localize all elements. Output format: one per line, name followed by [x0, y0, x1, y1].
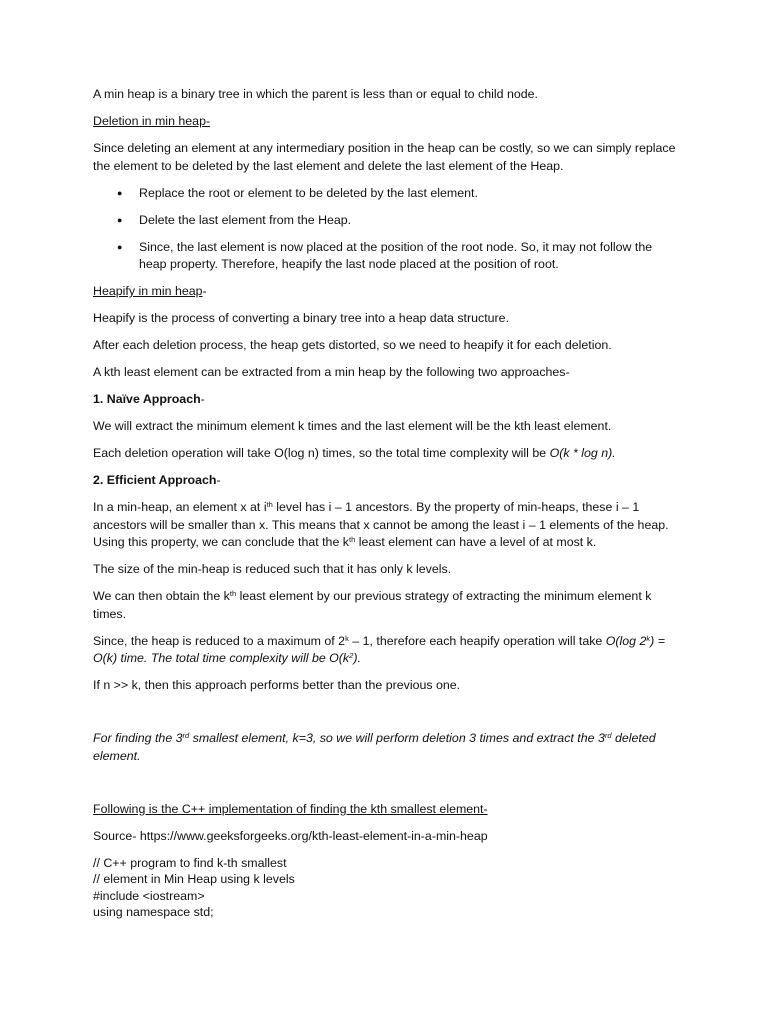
- efficient-paragraph-5: If n >> k, then this approach performs better than the previous one.: [93, 678, 461, 692]
- efficient-heading: [93, 472, 683, 490]
- superscript: 2: [349, 651, 354, 660]
- superscript: k: [345, 633, 349, 643]
- naive-complexity-text: Each deletion operation will take O(log n) times, so the total time complexity will be: [93, 446, 550, 460]
- list-item: [93, 212, 683, 230]
- source-line: Source- https://www.geeksforgeeks.org/kth-least-element-in-a-min-heap: [93, 828, 488, 843]
- code-line: // element in Min Heap using k levels: [93, 872, 295, 886]
- efficient-paragraph-1: [93, 499, 683, 552]
- efficient-paragraph-3: [93, 588, 683, 623]
- text-run: smallest element, k=3, so we will perform deletion 3 times and extract the 3: [189, 731, 605, 745]
- naive-paragraph: We will extract the minimum element k times and the last element will be the kth least element.: [93, 419, 612, 433]
- implementation-heading: Following is the C++ implementation of finding the kth smallest element-: [93, 801, 488, 816]
- code-line: #include <iostream>: [93, 888, 205, 903]
- text-run: We can then obtain the k: [93, 589, 230, 603]
- text-run: least element can have a level of at most k.: [355, 535, 597, 549]
- deletion-heading: Deletion in min heap-: [93, 114, 211, 128]
- deletion-paragraph: Since deleting an element at any intermediary position in the heap can be costly, so we can simply replace the element to be deleted by the last element and delete the last element of the Heap.: [93, 141, 676, 173]
- document-page: [93, 86, 683, 921]
- code-line: // C++ program to find k-th smallest: [93, 855, 287, 870]
- text-run: least element by our previous strategy of extracting the minimum element k times.: [93, 589, 652, 621]
- superscript: rd: [182, 731, 190, 740]
- text-run: – 1, therefore each heapify operation will take: [348, 633, 606, 648]
- text-run: O(log 2: [605, 633, 647, 648]
- heapify-heading-dash: -: [202, 284, 207, 298]
- example-paragraph: [93, 730, 683, 765]
- superscript: k: [646, 633, 651, 643]
- heapify-definition: Heapify is the process of converting a binary tree into a heap data structure.: [93, 311, 510, 325]
- text-run: In a min-heap, an element x at i: [93, 500, 267, 514]
- bullet-icon: ●: [117, 241, 123, 252]
- list-item: [93, 239, 683, 274]
- heapify-after-deletion: After each deletion process, the heap gets distorted, so we need to heapify it for each deletion.: [93, 338, 612, 352]
- text-run: Since, the heap is reduced to a maximum of 2: [93, 633, 346, 648]
- naive-heading-text: 1. Naïve Approach: [93, 392, 201, 406]
- intro-paragraph: A min heap is a binary tree in which the parent is less than or equal to child node.: [93, 87, 538, 101]
- list-item-text: Since, the last element is now placed at the position of the root node. So, it may not follow the heap property. Therefore, heapify the last node placed at the position of root.: [139, 239, 653, 271]
- naive-heading: [93, 391, 683, 409]
- heapify-heading: [93, 283, 683, 301]
- text-run: deleted element.: [93, 731, 656, 763]
- kth-intro: A kth least element can be extracted from a min heap by the following two approaches-: [93, 365, 570, 379]
- text-run: ) = O(k) time. The total time complexity will be O(k: [93, 633, 665, 665]
- bullet-icon: ●: [117, 214, 123, 225]
- list-item-text: Delete the last element from the Heap.: [139, 212, 352, 227]
- heapify-heading-text: Heapify in min heap: [93, 284, 203, 298]
- text-run: For finding the 3: [93, 731, 183, 745]
- spacer: [93, 704, 683, 730]
- deletion-steps-list: [93, 185, 683, 274]
- code-block: [93, 855, 683, 921]
- efficient-paragraph-2: The size of the min-heap is reduced such that it has only k levels.: [93, 562, 452, 576]
- text-run: ).: [353, 651, 361, 665]
- naive-heading-dash: -: [200, 392, 205, 406]
- list-item-text: Replace the root or element to be deleted by the last element.: [139, 185, 478, 200]
- efficient-paragraph-4: [93, 633, 683, 668]
- bullet-icon: ●: [117, 187, 123, 198]
- naive-complexity: [93, 445, 683, 463]
- superscript: th: [266, 500, 273, 509]
- text-run: level has i – 1 ancestors. By the property of min-heaps, these i – 1 ancestors will be smaller than x. This means that x cannot be among the least i – 1 elements of the heap. Using this property, we can conclude that the k: [93, 500, 669, 549]
- efficient-heading-dash: -: [216, 473, 221, 487]
- spacer: [93, 775, 683, 801]
- list-item: [93, 185, 683, 203]
- code-line: using namespace std;: [93, 905, 214, 919]
- efficient-heading-text: 2. Efficient Approach: [93, 473, 217, 487]
- superscript: th: [229, 589, 237, 598]
- naive-complexity-formula: O(k * log n).: [549, 446, 616, 460]
- superscript: th: [348, 535, 356, 544]
- superscript: rd: [604, 731, 612, 740]
